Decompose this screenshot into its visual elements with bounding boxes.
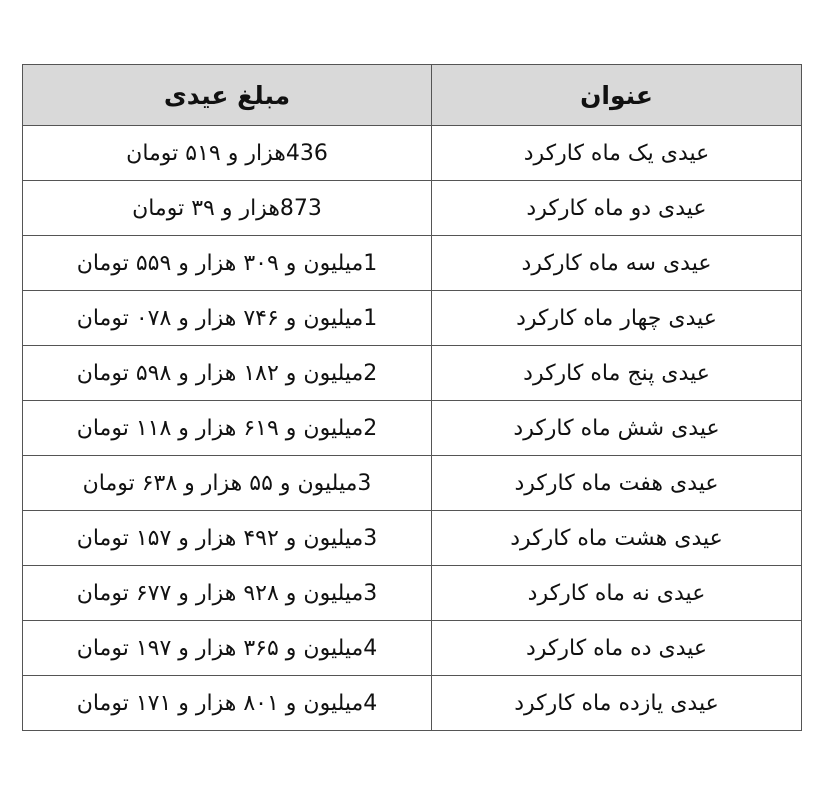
cell-title: عیدی چهار ماه کارکرد: [432, 291, 802, 346]
table-row: [23, 181, 802, 236]
cell-amount: 436هزار و ۵۱۹ تومان: [23, 126, 432, 181]
cell-title: عیدی سه ماه کارکرد: [432, 236, 802, 291]
cell-title: عیدی پنج ماه کارکرد: [432, 346, 802, 401]
cell-amount: 1میلیون و ۷۴۶ هزار و ۰۷۸ تومان: [23, 291, 432, 346]
cell-amount: 3میلیون و ۴۹۲ هزار و ۱۵۷ تومان: [23, 511, 432, 566]
table-row: [23, 456, 802, 511]
table-row: [23, 126, 802, 181]
table-row: [23, 291, 802, 346]
cell-title: عیدی دو ماه کارکرد: [432, 181, 802, 236]
table-row: [23, 401, 802, 456]
cell-amount: 3میلیون و ۵۵ هزار و ۶۳۸ تومان: [23, 456, 432, 511]
cell-amount: 4میلیون و ۸۰۱ هزار و ۱۷۱ تومان: [23, 676, 432, 731]
cell-title: عیدی یک ماه کارکرد: [432, 126, 802, 181]
bonus-table-container: [22, 64, 801, 731]
cell-title: عیدی هشت ماه کارکرد: [432, 511, 802, 566]
table-row: [23, 566, 802, 621]
table-row: [23, 676, 802, 731]
cell-amount: 3میلیون و ۹۲۸ هزار و ۶۷۷ تومان: [23, 566, 432, 621]
cell-title: عیدی شش ماه کارکرد: [432, 401, 802, 456]
header-amount: مبلغ عیدی: [23, 65, 432, 126]
table-row: [23, 236, 802, 291]
cell-title: عیدی یازده ماه کارکرد: [432, 676, 802, 731]
table-row: [23, 511, 802, 566]
cell-title: عیدی نه ماه کارکرد: [432, 566, 802, 621]
cell-amount: 2میلیون و ۱۸۲ هزار و ۵۹۸ تومان: [23, 346, 432, 401]
cell-amount: 1میلیون و ۳۰۹ هزار و ۵۵۹ تومان: [23, 236, 432, 291]
cell-title: عیدی ده ماه کارکرد: [432, 621, 802, 676]
cell-amount: 4میلیون و ۳۶۵ هزار و ۱۹۷ تومان: [23, 621, 432, 676]
table-header-row: [23, 65, 802, 126]
cell-amount: 2میلیون و ۶۱۹ هزار و ۱۱۸ تومان: [23, 401, 432, 456]
table-row: [23, 621, 802, 676]
table-row: [23, 346, 802, 401]
bonus-table: [22, 64, 802, 731]
cell-title: عیدی هفت ماه کارکرد: [432, 456, 802, 511]
header-title: عنوان: [432, 65, 802, 126]
cell-amount: 873هزار و ۳۹ تومان: [23, 181, 432, 236]
